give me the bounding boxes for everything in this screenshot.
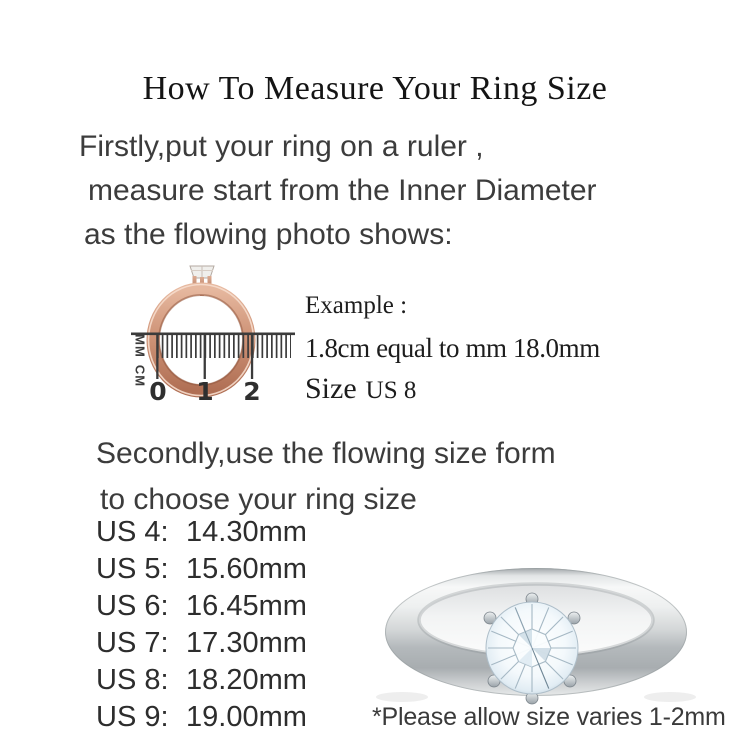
ruler-number-0: 0 bbox=[149, 377, 167, 406]
size-disclaimer: *Please allow size varies 1-2mm bbox=[372, 703, 726, 731]
size-chart-row bbox=[96, 514, 307, 551]
intro-line-2: measure start from the Inner Diameter bbox=[88, 174, 597, 207]
example-conversion-line: 1.8cm equal to mm 18.0mm bbox=[305, 333, 600, 363]
size-label: US 6: bbox=[96, 590, 169, 622]
diamond-stone-icon bbox=[486, 602, 578, 694]
example-block bbox=[305, 292, 600, 406]
size-chart-row bbox=[96, 662, 307, 699]
solitaire-ring-photo bbox=[370, 556, 700, 706]
example-size-prefix: Size bbox=[305, 372, 357, 405]
size-chart-row bbox=[96, 588, 307, 625]
intro-line-1: Firstly,put your ring on a ruler , bbox=[79, 130, 484, 163]
ruler-unit-cm-label: CM bbox=[132, 364, 148, 388]
size-label: US 7: bbox=[96, 627, 169, 659]
size-chart-row bbox=[96, 551, 307, 588]
size-value: 16.45mm bbox=[186, 590, 307, 622]
size-chart bbox=[96, 514, 307, 736]
example-size-line bbox=[305, 372, 600, 406]
secondly-line-2: to choose your ring size bbox=[100, 483, 417, 516]
ruler-number-1: 1 bbox=[196, 377, 214, 406]
size-value: 14.30mm bbox=[186, 516, 307, 548]
ring-on-ruler-figure bbox=[105, 252, 315, 422]
size-chart-row bbox=[96, 699, 307, 736]
size-label: US 5: bbox=[96, 553, 169, 585]
secondly-paragraph bbox=[96, 431, 556, 523]
page-title: How To Measure Your Ring Size bbox=[142, 70, 608, 107]
size-chart-row bbox=[96, 625, 307, 662]
intro-paragraph bbox=[79, 125, 597, 257]
ruler-unit-mm-label: MM bbox=[132, 334, 148, 358]
ruler-number-2: 2 bbox=[243, 377, 261, 406]
size-label: US 9: bbox=[96, 701, 169, 733]
size-value: 17.30mm bbox=[186, 627, 307, 659]
size-value: 19.00mm bbox=[186, 701, 307, 733]
size-value: 15.60mm bbox=[186, 553, 307, 585]
intro-line-3: as the flowing photo shows: bbox=[84, 218, 453, 251]
size-label: US 8: bbox=[96, 664, 169, 696]
size-label: US 4: bbox=[96, 516, 169, 548]
example-size-value: US 8 bbox=[365, 377, 417, 404]
size-value: 18.20mm bbox=[186, 664, 307, 696]
secondly-line-1: Secondly,use the flowing size form bbox=[96, 437, 556, 470]
example-heading: Example : bbox=[305, 292, 408, 319]
